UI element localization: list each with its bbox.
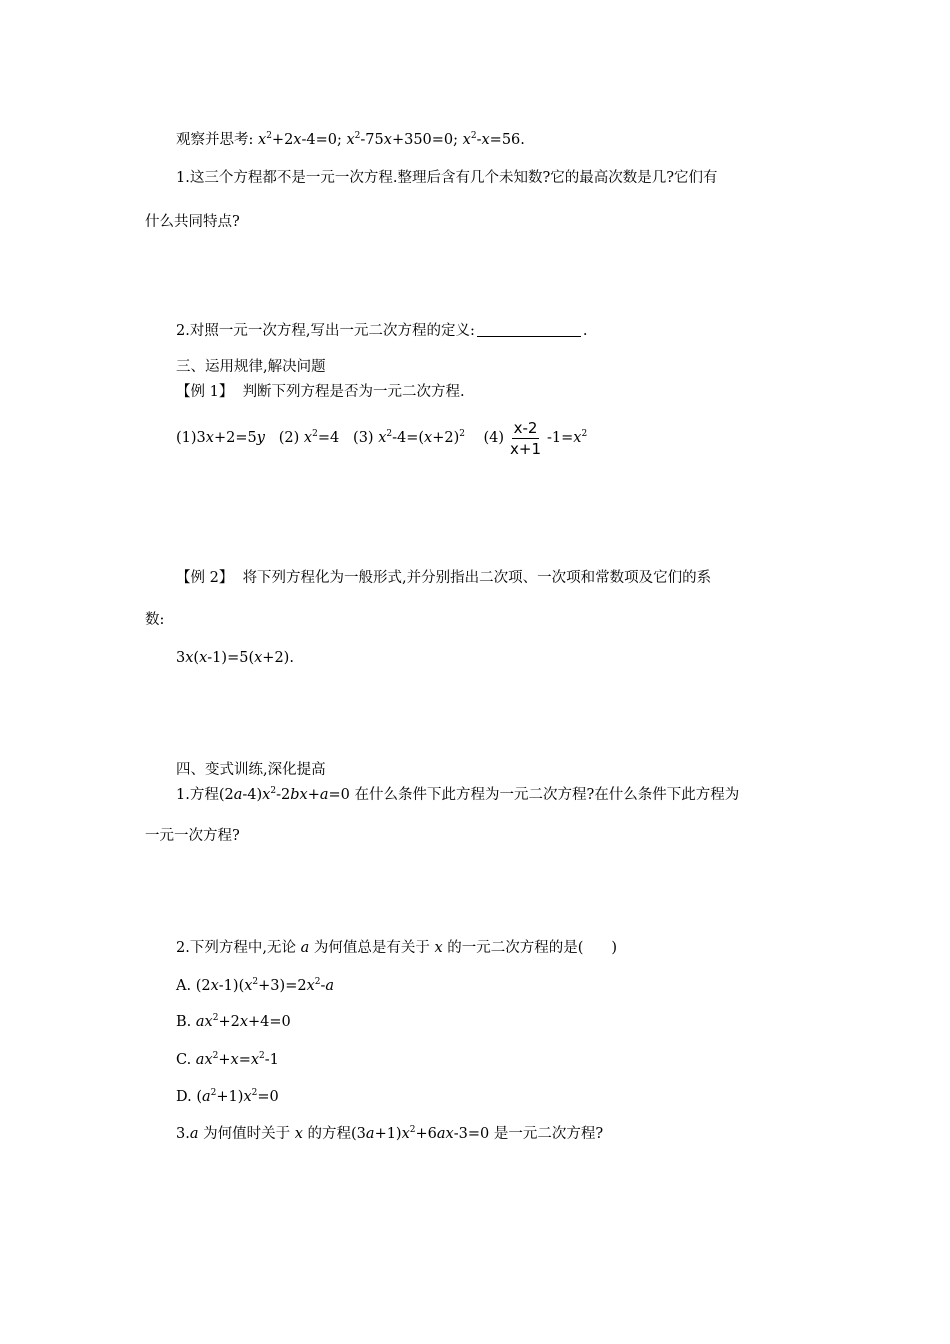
q2-line: 2.对照一元一次方程,写出一元二次方程的定义: .	[176, 323, 588, 339]
example2-tag: 【例 2】	[176, 570, 234, 586]
example2-line1: 【例 2】 将下列方程化为一般形式,并分别指出二次项、一次项和常数项及它们的系	[176, 570, 712, 586]
fraction: $\frac{x-2}{x+1}$	[510, 418, 541, 458]
v2-option-d: D. $(a^2+1)x^2=0$	[176, 1088, 279, 1105]
example1-tag: 【例 1】	[176, 384, 234, 400]
example2-equation: 3x(x-1)=5(x+2).	[176, 650, 294, 666]
v2-question: 2.下列方程中,无论 a 为何值总是有关于 x 的一元二次方程的是( )	[176, 940, 618, 956]
v3-question: 3.a 为何值时关于 x 的方程$(3a+1)x^2+6ax-3=0$ 是一元二次方程?	[176, 1125, 604, 1142]
v2-option-c: C. $ax^2+x=x^2-1$	[176, 1051, 279, 1068]
example2-line2: 数:	[145, 612, 165, 628]
observe-line: 观察并思考: $x^2+2x-4=0$; $x^2-75x+350=0$; $x^2-x=56$.	[176, 131, 525, 148]
example1-line: 【例 1】 判断下列方程是否为一元二次方程.	[176, 384, 465, 400]
example1-problems: (1)3x+2=5y (2) $x^2=4$ (3) $x^2-4=(x+2)^2$ (4) $\frac{x-2}{x+1}$ $-1=x^2$	[176, 418, 588, 458]
q1-line2: 什么共同特点?	[145, 214, 240, 230]
section4-title: 四、变式训练,深化提高	[176, 762, 326, 778]
v1-line1: 1.方程$(2a-4)x^2-2bx+a=0$ 在什么条件下此方程为一元二次方程?在什么条件下此方程为	[176, 786, 740, 803]
section3-title: 三、运用规律,解决问题	[176, 359, 326, 375]
definition-blank[interactable]	[477, 322, 581, 337]
q1-line1: 1.这三个方程都不是一元一次方程.整理后含有几个未知数?它的最高次数是几?它们有	[176, 170, 718, 186]
v2-option-a: A. $(2x-1)(x^2+3)=2x^2-a$	[176, 977, 335, 994]
v2-option-b: B. $ax^2+2x+4=0$	[176, 1013, 291, 1030]
observe-lead: 观察并思考:	[176, 132, 254, 148]
v1-line2: 一元一次方程?	[145, 828, 240, 844]
